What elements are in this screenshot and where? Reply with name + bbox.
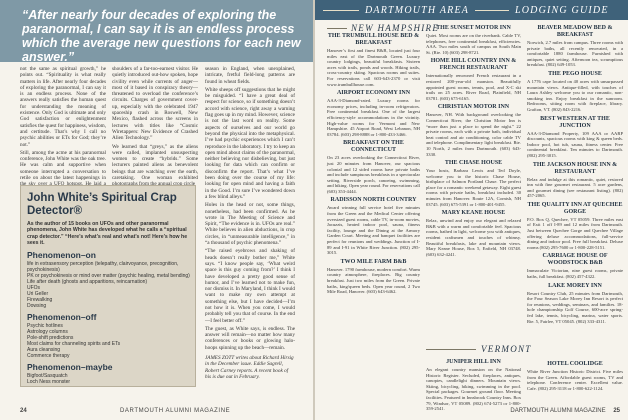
paragraph: Still, among the acme at his paranormal conference, John White was the oak tree. He was calm and supportive when someone interrupted a conversation to retile on about the latest happenings in <box>20 149 106 182</box>
list-item: Astrology columns <box>27 328 68 335</box>
listing-text: Award winning full service hotel five minutes from the Green and the Medical Center offering oversized guest rooms, cable TV, in-room movies, Jacuzzis, heated indoor pool, sauna, fitness facility, lounge and the Dining at the Armory Garden Court. Meeting and banquet facilities are perfect for reunions and weddings. Junction of I-89 and I-91 in White River Junction. (802) 295-3015. <box>327 205 420 256</box>
paragraph: Holes in the head or not, some things, nonetheless, had been confirmed. As he wrote in The Meeting of Science and Spirit, “The evidence is in. UFOs are real.” White believes in alien abductions, in crop circles, in “unmeasurable intelligence,” in “a thousand of psychic phenomena.” <box>205 202 295 247</box>
listing-column-2b <box>426 356 521 411</box>
article-column-1 <box>20 66 106 196</box>
paragraph: “The raised eyebrows and shaking of heads doesn’t really bother me,” White says. “I know people say, ‘What weird space is this guy coming from?’ I think I have developed a pretty good sense of humor, and I’ve learned not to make fun, nor dismiss it. In Maryland, I think I would want to make my own attempt at something else, but I have decided—I’m not how it is. When you come, I would probably tell you that of course. In the end—I feel better off.” <box>205 248 295 324</box>
state-heading-vt: VERMONT <box>481 344 532 354</box>
right-page <box>315 0 628 420</box>
listing-name: BREAKFAST ON THE CONNECTICUT <box>343 140 404 154</box>
listing-name: HOME HILL COUNTRY INN & FRENCH RESTAURANT <box>430 58 517 72</box>
category-list <box>27 261 195 309</box>
section-rule <box>327 28 347 29</box>
paragraph: season in England, when unexplained, intricate, fretful field-long patterns are found in wheat fields. <box>205 66 295 85</box>
listing-name: MARY KEANE HOUSE <box>441 210 506 217</box>
listing-column-1 <box>327 30 420 412</box>
listing-name: LAKE MOREY INN <box>548 282 602 289</box>
listing-column-3 <box>527 22 623 354</box>
list-item: Life after death (ghosts and apparitions, reincarnation) <box>27 278 148 285</box>
listing-text: On 23 acres overlooking the Connecticut River, just 20 minutes from Hanover, our spacious colonial and 12 sided rooms have private baths and include sumptuous breakfasts in a spectacular setting. Riverside porch, canoeing, swimming, and hiking. Open year round. For reservations call (603) 353-4444. <box>327 155 420 194</box>
listing-column-3b <box>527 358 623 406</box>
pull-quote: “After nearly four decades of exploring the paranormal, I can say it is an endless process which the average new questions for each new answer.” <box>22 8 301 64</box>
page-number: 24 <box>20 408 27 414</box>
listing-text: A 1776 cape located on 40 acres with unsurpassed mountain views. Antique-filled, with touches of Laura Ashley welcome you to our romantic, non-smoking inn. Enjoy breakfast in the sunroom. Bedrooms, sitting room with fireplace, library. Grafton, VT. (802) 843-2216. <box>527 78 623 112</box>
left-page <box>0 0 313 420</box>
page-footer <box>20 408 300 414</box>
listing-name: TWO MILE FARM B&B <box>340 258 407 265</box>
listing-name: BEAVER MEADOW BED & BREAKFAST <box>537 25 613 38</box>
list-item: Bigfoot/Sasquatch <box>27 372 68 379</box>
listing-text: Internationally renowned French restaurant in a restored 200-year-old mansion. Beautifully appointed guest rooms, tennis, pool, and X-C ski trails on 25 acres. River Road, Plainfield, NH 03781. (603) 675-6165. <box>426 73 521 101</box>
listing-text: Your hosts, Barbara Lewis and Ted Doyle, welcome you to the historic Chase House, birthplace of Salmon Portland Chase. The perfect place for a romantic weekend getaway. Eight guest rooms with private baths, breakfast included. 30 minutes from Hanover. Route 12A, Cornish, NH 03745. (603) 675-5391 or 1-800-401-9455. <box>426 168 521 207</box>
list-item: Dowsing <box>27 302 47 309</box>
listing-column-2 <box>426 22 521 340</box>
listing-text: Relax, unwind and enjoy our elegant and relaxed B&B with a warm and comfortable feel. Spacious rooms, bathed in light, welcome you with antiques, resident craftsmen and touches of whimsy. Beautiful breakfasts, lake and mountain views. Mary Keane House, Box 5, Enfield, NH 03748. (603) 632-4241. <box>426 218 521 257</box>
article-column-3 <box>205 66 295 351</box>
state-heading-nh: NEW HAMPSHIRE <box>351 23 440 33</box>
list-item: Uri Geller <box>27 290 49 297</box>
listing-text: Norwich, 2.7 miles from campus. Three rooms with private baths, all recently renovated, in a comfortable 1880 farmhouse. Furnished with antiques, quiet setting. Afternoon tea, scrumptious breakfast. (802) 649-1053. <box>527 40 623 68</box>
category-list <box>27 373 195 385</box>
listing-name: THE JACKSON HOUSE INN & RESTAURANT <box>532 161 618 175</box>
list-item: Commerce therapy <box>27 352 70 359</box>
list-item: Loch Ness monster <box>27 378 71 385</box>
listing-name: THE TRUMBULL HOUSE BED & BREAKFAST <box>327 33 420 46</box>
listing-name: HOTEL COOLIDGE <box>547 361 603 367</box>
list-item: Most claims for channeling spirits and ETs <box>27 340 121 347</box>
listing-name: RADISSON NORTH COUNTRY <box>330 197 417 204</box>
magazine-name: DARTMOUTH ALUMNI MAGAZINE <box>510 408 606 414</box>
list-item: Aura cleansing <box>27 346 61 353</box>
header-title-right: LODGING GUIDE <box>515 5 609 16</box>
page-number: 25 <box>613 408 620 414</box>
pull-quote-banner <box>0 0 313 62</box>
sidebar-intro: As the author of 15 books on UFOs and other paranormal phenomena, John White has developed what he calls a “spiritual crap detector.” “Here’s what’s real and what’s not! Here’s how he sees it. <box>27 221 188 247</box>
category-title: Phenomenon–on <box>27 249 96 260</box>
listing-name: THE PEGO HOUSE <box>548 70 602 77</box>
paragraph: White sheeps off suggestions that he might be misguided. “I have a great deal of respect for science, so if something doesn’t accord with science, right away a warning flag goes up in my mind. However, science is not the last word on reality. Some aspects of ourselves and our world go beyond the physical into the metaphysical. I’ve had psychic experiences which I can’t reproduce in the laboratory. I try to keep an open mind about claims of the paranormal, neither believing nor disbelieving, but just looking for data which can confirm or disconfirm the report. That’s what I’ve been doing over the course of my life: looking for open mind and having a faith in the Good. I’m sure I’ve wondered down a few blind alleys.” <box>205 86 295 200</box>
listing-text: P.O. Box Q, Quechee, VT 05059. Three miles east of Exit 1 off I-89 and 12 miles from Dartmouth. Just between Quechee Gorge and Quechee Village offering deluxe accommodations, full-service dining and indoor pool. Free full breakfast. Deluxe rooms (802) 295-7600 or 1-800-228-5151. <box>527 216 623 250</box>
list-item: UFOs <box>27 284 41 291</box>
listing-text: Resort Country Club, 25 minutes from Dartmouth, the Four Season Lake Morey Inn Resort is perfect for reunions, weddings, seminars, and families. 18-hole championship Golf Course, 600-acre spring-fed lake, tennis, bicycling, marina, water sports. Rte. 5, Fairlee, VT 05045. (802) 333-4311. <box>527 290 623 324</box>
page-footer <box>510 408 620 414</box>
listing-text: Hanover. 1790 farmhouse, modern comfort. Warm country atmosphere, fireplaces. Big country breakfast. Just two miles from the Green. Private baths, king/queen beds. Open year round, 2 Two Mile Road, Hanover. (603) 643-6462. <box>327 266 420 295</box>
listing-name: BEST WESTERN AT THE JUNCTION <box>540 115 610 129</box>
listing-name: THE QUALITY INN AT QUECHEE GORGE <box>527 201 623 215</box>
magazine-name: DARTMOUTH ALUMNI MAGAZINE <box>120 408 231 414</box>
category-title: Phenomenon–maybe <box>27 361 113 372</box>
listing-text: AAA-3-Diamond Property, 109 AAA or AARP discounts, spacious rooms with king & queen beds. Indoor pool, hot tub, sauna, fitness center. Free continental breakfast. Ten minutes to Dartmouth. (802) 295-3015. <box>527 130 623 158</box>
listing-name: THE SUNSET MOTOR INN <box>436 25 511 31</box>
listing-text: Hanover, NH. With background overlooking the Connecticut River, the Chrisitan Motor Inn is “more than just a place to spend the night.” 22 private rooms, each with a private bath, individual heat control and air conditioning, color cable TV and telephone. Complimentary light breakfast. Rte. 10 North, 2 miles from Dartmouth. (603) 643-3330. <box>426 112 521 157</box>
listing-name: THE CHASE HOUSE <box>444 160 503 167</box>
listing-text: White River Junction Historic District. Five miles from the Green. Affordable guest rooms, TV and telephone. Conference center. Excellent value. Cafe. (802) 295-3118 or 1-800-622-1124. <box>527 369 623 391</box>
header-rule <box>323 10 359 11</box>
category-list <box>27 323 195 359</box>
listing-text: Relax and indulge at this romantic, quiet, restored inn with fine gourmet restaurant. 5 acre gardens, and gourmet dining (see restaurant listing). (802) 457-2065. <box>527 176 623 199</box>
listing-text: Immaculate Victorian, nine guest rooms, private baths, full breakfast. (802) 457-4322. <box>527 268 623 280</box>
list-item: Psychic hotlines <box>27 322 63 329</box>
list-item: Pole-shift predictions <box>27 334 74 341</box>
list-item: life in extrasensory perception (telepathy, clairvoyance, precognition, psychokinesis) <box>27 260 179 273</box>
crap-detector-sidebar <box>20 185 196 387</box>
header-rule <box>475 10 509 11</box>
listing-text: An elegant country mansion on the National Historic Register. Secluded, fireplaces, antiques, canopies, candlelight dinners. Mountain views. Skiing, bicycling, hiking, swimming in the pool. Special packages. Gourmet ground floor. Meeting facilities. Featured in Innsbrook Country Inns. Box 79, Windsor, VT 05089. (802) 674-5273 or 1-800-359-2541. <box>426 367 521 412</box>
listing-text: AAA-3-Diamond-rated. Luxury rooms for economy prices, including in-room refrigerators. Free continental breakfast. One of the largest efficiency-style accommodations in the vicinity. High-value rooms for Vermont and New Hampshire. 45 Airport Road, West Lebanon, NH 03784. (603) 298-8888 or 1-800-433-3466. <box>327 98 420 137</box>
section-rule <box>426 349 476 350</box>
listing-name: JUNIPER HILL INN <box>446 359 501 365</box>
listing-name: AIRPORT ECONOMY INN <box>336 90 411 97</box>
paragraph: shoulders of a far-too-earnest visitor. He quietly introduced out-how spoken, hope civility even while currents of anger—most of it based in conspiracy theory—threatened to overload the conference’s circuits. Charges of government cover-up, especially with the celebrated 1947 spaceship crash in Roswell, New Mexico, flashed across the screens in lectures with titles like “Cosmic Wiretappers: New Evidence of Crashed Alien Technology.” <box>112 66 198 142</box>
lodging-guide-header <box>315 0 628 20</box>
listing-name: CARRIAGE HOUSE OF WOODSTOCK B&B <box>542 253 608 267</box>
article-column-2 <box>112 66 198 181</box>
list-item: PK or psychokinesis or mind over matter (psychic healing, metal bending) <box>27 272 190 279</box>
listing-text: Quiet. Most rooms are on the riverbank. Cable TV, telephones, free continental breakfast, efficiencies. AAA. Two miles south of campus on South Main St. (Rte. 10) (603) 298-8721. <box>426 33 521 55</box>
category-title: Phenomenon–off <box>27 311 97 322</box>
paragraph: We learned that “greys,” as the aliens were called, implanted unsuspecting women to create “hybrids.” Some lecturers painted aliens as benevolent beings that are watching over the earth, caretaking. One woman exhibited <box>112 143 198 182</box>
listing-text: Hanover’s first and finest B&B, located just four miles east of the Dartmouth Green. Luxury country lodgings, beautiful breakfasts. Sixteen acres with trails, ponds and woods. Hiking trails, cross-country skiing. Spacious rooms and suites. For reservations call 603-643-2370 or visit www.trumbullhouse.com. <box>327 48 420 87</box>
author-byline: JAMES ZOTT writes about Richard Hirsig in the December issue. Eddie Sagrell, Robert Carney reports. A recent book of his is due out in February. <box>205 355 294 380</box>
list-item: Firewalking <box>27 296 53 303</box>
paragraph: The guest, as White says, is endless. The answer will remain—no matter how many conferences or books or glowing halo-hoops spinning up the beach—remain. <box>205 325 295 351</box>
paragraph: not the same as spiritual growth,” he points out. “Spirituality is what really matters in life. After nearly four decades of exploring the paranormal, I can say it is an endless process. None of the answers really satisfies the human quest for understanding the meaning of existence. Only God is ultimate and only God satisfaction or enlightenment satisfies the quest for happiness, wisdom, and certitude. That’s why I call no psychic abilities or ETs for God; they’re not.” <box>20 66 107 148</box>
header-title-left: DARTMOUTH AREA <box>365 5 470 16</box>
listing-name: CHRISTIAN MOTOR INN <box>437 104 510 111</box>
sidebar-title: John White’s Spiritual Crap Detector® <box>27 192 177 217</box>
